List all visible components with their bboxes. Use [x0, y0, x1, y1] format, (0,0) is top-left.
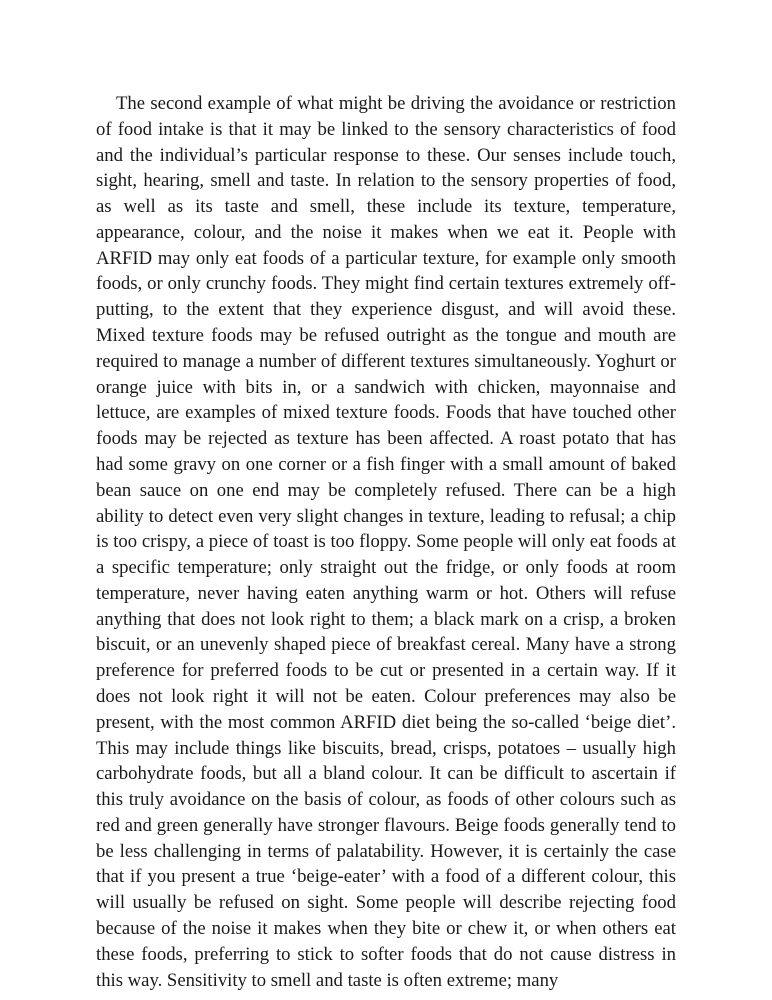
body-paragraph: The second example of what might be driving the avoidance or restriction of food intake is that it may be linked to the sensory characteristics of food and the individual’s particular response to these. Our senses include touch, sight, hearing, smell and taste. In relation to the sensory properties of food, as well as its taste and smell, these include its texture, temperature, appearance, colour, and the noise it makes when we eat it. People with ARFID may only eat foods of a particular texture, for example only smooth foods, or only crunchy foods. They might find certain textures extremely off-putting, to the extent that they experience disgust, and will avoid these. Mixed texture foods may be refused outright as the tongue and mouth are required to manage a number of different textures simultaneously. Yoghurt or orange juice with bits in, or a sandwich with chicken, mayonnaise and lettuce, are examples of mixed texture foods. Foods that have touched other foods may be rejected as texture has been affected. A roast potato that has had some gravy on one corner or a fish finger with a small amount of baked bean sauce on one end may be completely refused. There can be a high ability to detect even very slight changes in texture, leading to refusal; a chip is too crispy, a piece of toast is too floppy. Some people will only eat foods at a specific temperature; only straight out the fridge, or only foods at room temperature, never having eaten anything warm or hot. Others will refuse anything that does not look right to them; a black mark on a crisp, a broken biscuit, or an unevenly shaped piece of breakfast cereal. Many have a strong preference for preferred foods to be cut or presented in a certain way. If it does not look right it will not be eaten. Colour preferences may also be present, with the most common ARFID diet being the so-called ‘beige diet’. This may include things like biscuits, bread, crisps, potatoes – usually high carbohydrate foods, but all a bland colour. It can be difficult to ascertain if this truly avoidance on the basis of colour, as foods of other colours such as red and green generally have stronger flavours. Beige foods generally tend to be less challenging in terms of palatability. However, it is certainly the case that if you present a true ‘beige-eater’ with a food of a different colour, this will usually be refused on sight. Some people will describe rejecting food because of the noise it makes when they bite or chew it, or when others eat these foods, preferring to stick to softer foods that do not cause distress in this way. Sensitivity to smell and taste is often extreme; many: [96, 93, 676, 991]
document-page: [96, 91, 676, 993]
